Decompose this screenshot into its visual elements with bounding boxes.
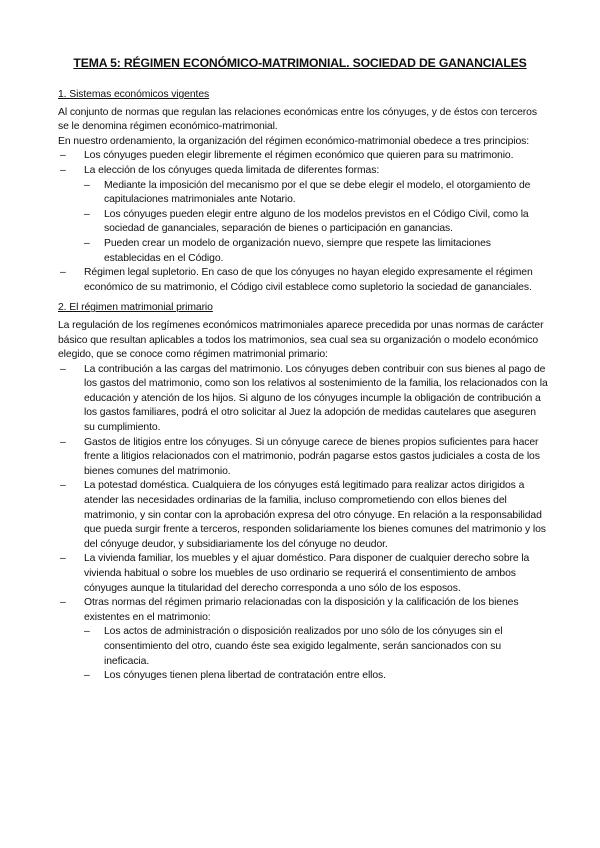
- section-1-sublist: [84, 179, 548, 267]
- bullet-dash: –: [84, 179, 90, 191]
- sub-list-item-text: Pueden crear un modelo de organización nuevo, siempre que respete las limitaciones establecidas en el Código.: [104, 237, 491, 264]
- bullet-dash: –: [60, 597, 66, 609]
- section-1-heading: 1. Sistemas económicos vigentes: [58, 89, 210, 100]
- section-2-paragraph-1: La regulación de los regímenes económicos matrimoniales aparece precedida por unas normas de carácter básico que resultan aplicables a todos los matrimonios, sea cual sea su organización o modelo económico elegido, que se conoce como régimen matrimonial primario:: [58, 319, 544, 361]
- bullet-dash: –: [60, 164, 66, 176]
- list-item-text: Régimen legal supletorio. En caso de que los cónyuges no hayan elegido expresamente el régimen económico de su matrimonio, el Código civil establece como supletorio la sociedad de gananciales.: [84, 267, 533, 293]
- list-item: [58, 552, 548, 596]
- list-item: [58, 596, 548, 684]
- list-item: [58, 436, 548, 480]
- sub-list-item-text: Los cónyuges pueden elegir entre alguno de los modelos previstos en el Código Civil, como la sociedad de gananciales, separación de bienes o participación en ganancias.: [104, 208, 529, 235]
- bullet-dash: –: [84, 208, 90, 220]
- document-body: [58, 88, 548, 684]
- section-2-sublist: [84, 625, 548, 683]
- bullet-dash: –: [60, 480, 66, 492]
- sub-list-item: [84, 179, 548, 208]
- sub-list-item: [84, 237, 548, 266]
- list-item: [58, 479, 548, 552]
- list-item: [58, 164, 548, 266]
- bullet-dash: –: [60, 553, 66, 565]
- document-title: TEMA 5: RÉGIMEN ECONÓMICO-MATRIMONIAL. SOCIEDAD DE GANANCIALES: [73, 56, 527, 70]
- list-item-text: Los cónyuges pueden elegir libremente el régimen económico que quieren para su matrimonio.: [84, 150, 514, 162]
- section-1-principles-list: [58, 149, 548, 295]
- list-item: [58, 149, 548, 164]
- bullet-dash: –: [84, 670, 90, 682]
- bullet-dash: –: [60, 267, 66, 279]
- bullet-dash: –: [60, 150, 66, 162]
- section-1-paragraph-2: En nuestro ordenamiento, la organización del régimen económico-matrimonial obedece a tres principios:: [58, 135, 530, 147]
- sub-list-item-text: Mediante la imposición del mecanismo por el que se debe elegir el modelo, el otorgamiento de capitulaciones matrimoniales ante Notario.: [104, 179, 531, 206]
- section-1-paragraph-1: Al conjunto de normas que regulan las relaciones económicas entre los cónyuges, y de éstos con terceros se le denomina régimen económico-matrimonial.: [58, 106, 537, 133]
- bullet-dash: –: [84, 626, 90, 638]
- list-item-text: La vivienda familiar, los muebles y el ajuar doméstico. Para disponer de cualquier derecho sobre la vivienda habitual o sobre los muebles de uso ordinario se requerirá el consentimiento de ambos cónyuges aunque la titularidad del derecho corresponda a uno sólo de los esposos.: [84, 553, 530, 594]
- list-item-text: La potestad doméstica. Cualquiera de los cónyuges está legitimado para realizar actos dirigidos a atender las necesidades ordinarias de la familia, incluso comprometiendo con ellos bienes del matrimonio, y sin contar con la aprobación expresa del otro cónyuge. En relación a la responsabilidad que pueda surgir frente a terceros, responden solidariamente los bienes comunes del matrimonio y los del cónyuge deudor, y subsidiariamente los del cónyuge no deudor.: [84, 480, 546, 550]
- sub-list-item: [84, 208, 548, 237]
- list-item: [58, 363, 548, 436]
- list-item-text: Gastos de litigios entre los cónyuges. Si un cónyuge carece de bienes propios suficientes para hacer frente a litigios relacionados con el matrimonio, podrán pagarse estos gastos judiciales a costa de los bienes comunes del matrimonio.: [84, 436, 540, 477]
- bullet-dash: –: [60, 436, 66, 448]
- sub-list-item: [84, 625, 548, 669]
- bullet-dash: –: [84, 237, 90, 249]
- list-item-text: La contribución a las cargas del matrimonio. Los cónyuges deben contribuir con sus bienes al pago de los gastos del matrimonio, como son los relativos al sostenimiento de la familia, los relacionados con la educación y atención de los hijos. Si alguno de los cónyuges incumple la obligación de contribución a los gastos familiares, podrá el otro solicitar al Juez la adopción de medidas cautelares que aseguren su cumplimiento.: [84, 363, 548, 434]
- list-item: [58, 266, 548, 295]
- sub-list-item: [84, 669, 548, 684]
- sub-list-item-text: Los cónyuges tienen plena libertad de contratación entre ellos.: [104, 670, 386, 682]
- sub-list-item-text: Los actos de administración o disposición realizados por uno sólo de los cónyuges sin el consentimiento del otro, cuando éste sea exigido legalmente, serán sancionados con su ineficacia.: [104, 626, 503, 667]
- section-2-heading: 2. El régimen matrimonial primario: [58, 302, 213, 314]
- bullet-dash: –: [60, 363, 66, 375]
- section-2-rules-list: [58, 363, 548, 684]
- list-item-text: La elección de los cónyuges queda limitada de diferentes formas:: [84, 164, 380, 176]
- list-item-text: Otras normas del régimen primario relacionadas con la disposición y la calificación de los bienes existentes en el matrimonio:: [84, 597, 519, 623]
